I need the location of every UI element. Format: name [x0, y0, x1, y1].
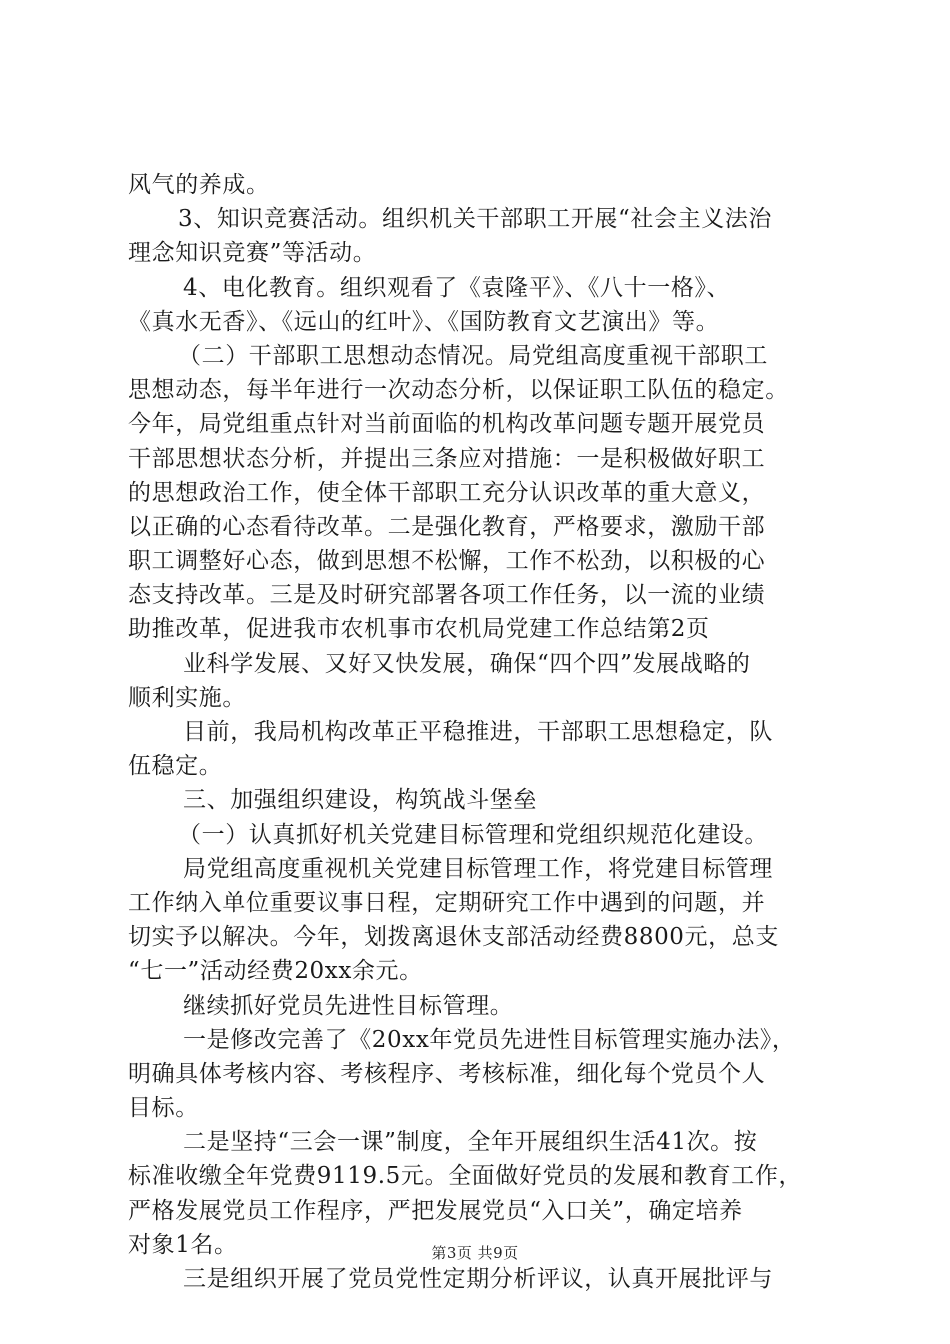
subsection-heading: （一）认真抓好机关党建目标管理和党组织规范化建设。: [178, 821, 768, 848]
text-line: 严格发展党员工作程序，严把发展党员“入口关”，确定培养: [128, 1197, 743, 1224]
document-body: [128, 168, 833, 1296]
text-line: 目前，我局机构改革正平稳推进，干部职工思想稳定，队: [183, 719, 773, 745]
text-line: 助推改革，促进我市农机事市农机局党建工作总结第2页: [128, 616, 710, 643]
text-line: 4、电化教育。组织观看了《袁隆平》、《八十一格》、: [183, 274, 731, 301]
section-heading: （二）干部职工思想动态情况。局党组高度重视干部职工: [178, 342, 768, 369]
text-line: “七一”活动经费20xx余元。: [128, 958, 423, 985]
text-line: 伍稳定。: [128, 753, 223, 780]
text-line: 3、知识竞赛活动。组织机关干部职工开展“社会主义法治: [178, 206, 772, 233]
text-line: 思想动态，每半年进行一次动态分析，以保证职工队伍的稳定。: [128, 377, 789, 404]
text-line: 标准收缴全年党费9119.5元。全面做好党员的发展和教育工作，: [128, 1163, 803, 1190]
text-line: 局党组高度重视机关党建目标管理工作，将党建目标管理: [183, 855, 773, 882]
section-heading: 三、加强组织建设，构筑战斗堡垒: [183, 787, 537, 814]
text-line: 一是修改完善了《20xx年党员先进性目标管理实施办法》，: [183, 1026, 796, 1053]
text-line: 对象1名。: [128, 1231, 238, 1258]
text-line: 风气的养成。: [128, 172, 270, 198]
text-line: 明确具体考核内容、考核程序、考核标准，细化每个党员个人: [128, 1060, 766, 1087]
text-line: 干部思想状态分析，并提出三条应对措施：一是积极做好职工: [128, 445, 766, 472]
text-line: 切实予以解决。今年，划拨离退休支部活动经费8800元，总支: [128, 924, 779, 951]
text-line: 继续抓好党员先进性目标管理。: [183, 992, 514, 1019]
text-line: 以正确的心态看待改革。二是强化教育，严格要求，激励干部: [128, 513, 766, 540]
text-line: 目标。: [128, 1095, 199, 1122]
text-line: 理念知识竞赛”等活动。: [128, 240, 377, 267]
text-line: 二是坚持“三会一课”制度，全年开展组织生活41次。按: [183, 1129, 758, 1156]
page-number-footer: 第3页 共9页: [431, 1244, 519, 1262]
text-line: 《真水无香》、《远山的红叶》、《国防教育文艺演出》等。: [128, 308, 720, 335]
text-line: 业科学发展、又好又快发展，确保“四个四”发展战略的: [183, 650, 751, 677]
text-line: 工作纳入单位重要议事日程，定期研究工作中遇到的问题，并: [128, 889, 766, 916]
text-line: 顺利实施。: [128, 684, 246, 711]
text-line: 三是组织开展了党员党性定期分析评议，认真开展批评与: [183, 1266, 773, 1292]
text-line: 的思想政治工作，使全体干部职工充分认识改革的重大意义，: [128, 479, 766, 506]
text-line: 职工调整好心态，做到思想不松懈，工作不松劲，以积极的心: [128, 548, 766, 575]
text-line: 态支持改革。三是及时研究部署各项工作任务，以一流的业绩: [128, 582, 766, 609]
text-line: 今年，局党组重点针对当前面临的机构改革问题专题开展党员: [128, 411, 766, 438]
